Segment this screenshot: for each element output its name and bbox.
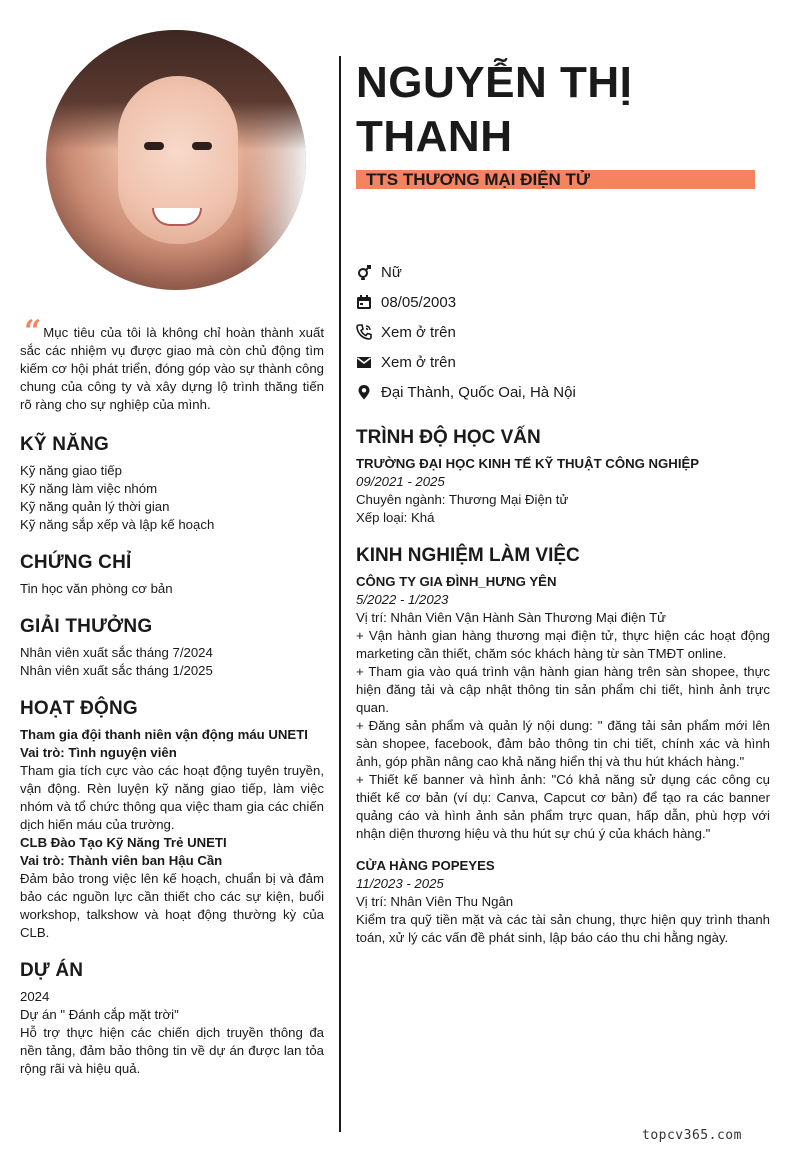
company-name: CỬA HÀNG POPEYES xyxy=(356,858,495,873)
job-entry xyxy=(356,573,770,843)
activities-title: HOẠT ĐỘNG xyxy=(20,698,138,719)
email-value: Xem ở trên xyxy=(381,353,456,371)
column-divider xyxy=(339,56,341,1132)
list-item: Kỹ năng quản lý thời gian xyxy=(20,499,170,514)
phone-row xyxy=(356,317,770,347)
job-bullet: Kiểm tra quỹ tiền mặt và các tài sản chung, thực hiện quy trình thanh toán, xử lý các vấn đề phát sinh, lập báo cáo thu chi hằng ngày. xyxy=(356,912,770,945)
left-column xyxy=(20,30,324,1078)
certificates-title: CHỨNG CHỈ xyxy=(20,552,132,573)
job-position: Vị trí: Nhân Viên Vận Hành Sàn Thương Mại điện Tử xyxy=(356,610,667,625)
dob-value: 08/05/2003 xyxy=(381,293,457,311)
right-column xyxy=(356,56,770,947)
list-item: Kỹ năng làm việc nhóm xyxy=(20,481,158,496)
education-title: TRÌNH ĐỘ HỌC VẤN xyxy=(356,427,541,448)
list-item: Kỹ năng giao tiếp xyxy=(20,463,122,478)
address-value: Đại Thành, Quốc Oai, Hà Nội xyxy=(381,383,576,401)
job-bullet: + Tham gia vào quá trình vận hành gian hàng trên sàn shopee, thực hiện đăng tải và cập nhật thông tin sản phẩm chi tiết, hình ảnh trực quan. xyxy=(356,664,770,715)
list-item: Nhân viên xuất sắc tháng 7/2024 xyxy=(20,645,213,660)
education-grade: Xếp loại: Khá xyxy=(356,510,435,525)
job-bullet: + Thiết kế banner và hình ảnh: "Có khả năng sử dụng các công cụ thiết kế cơ bản (ví dụ: Canva, Capcut cơ bản) để tạo ra các banner quảng cáo và hình ảnh sản phẩm trực quan, hấp dẫn, phù hợp với nhận diện thương hiệu và thu hút sự chú ý của khách hàng." xyxy=(356,772,770,841)
envelope-icon xyxy=(356,354,372,370)
list-item: Nhân viên xuất sắc tháng 1/2025 xyxy=(20,663,213,678)
activity-entry xyxy=(20,834,324,942)
projects-title: DỰ ÁN xyxy=(20,960,84,981)
career-objective xyxy=(20,314,324,414)
skills-title: KỸ NĂNG xyxy=(20,434,110,455)
job-bullet: + Đăng sản phẩm và quản lý nội dung: " đăng tải sản phẩm mới lên sàn shopee, facebook, đảm bảo thông tin chi tiết, chính xác và hình ảnh, góp phần nâng cao khả năng hiển thị và thu hút khách hàng." xyxy=(356,718,770,769)
objective-text: Mục tiêu của tôi là không chỉ hoàn thành xuất sắc các nhiệm vụ được giao mà còn chủ động tìm kiếm cơ hội phát triển, đóng góp vào sự thành công chung của công ty và xây dựng lộ trình thăng tiến rõ ràng cho sự nghiệp của mình. xyxy=(20,325,324,412)
calendar-icon xyxy=(356,294,372,310)
company-name: CÔNG TY GIA ĐÌNH_HƯNG YÊN xyxy=(356,574,557,589)
gender-icon xyxy=(356,264,372,280)
gender-value: Nữ xyxy=(381,263,402,281)
job-title-bar: TTS THƯƠNG MẠI ĐIỆN TỬ xyxy=(356,170,755,189)
activity-role: Vai trò: Tình nguyện viên xyxy=(20,745,177,760)
activity-entry xyxy=(20,726,324,834)
gender-row xyxy=(356,257,770,287)
activity-org: CLB Đào Tạo Kỹ Năng Trẻ UNETI xyxy=(20,835,227,850)
footer-site: topcv365.com xyxy=(642,1128,742,1143)
map-pin-icon xyxy=(356,384,372,400)
job-period: 5/2022 - 1/2023 xyxy=(356,592,449,607)
quote-icon: “ xyxy=(24,314,42,349)
school-name: TRƯỜNG ĐẠI HỌC KINH TẾ KỸ THUẬT CÔNG NGHIỆP xyxy=(356,456,700,471)
avatar xyxy=(46,30,306,290)
email-row xyxy=(356,347,770,377)
candidate-name: NGUYỄN THỊ THANH xyxy=(356,58,633,161)
activity-desc: Đảm bảo trong việc lên kế hoạch, chuẩn bị và đảm bảo các nguồn lực cần thiết cho các sự kiện, buổi workshop, talkshow và hoạt động thường kỳ của CLB. xyxy=(20,871,324,940)
activity-desc: Tham gia tích cực vào các hoạt động tuyên truyền, vận động. Rèn luyện kỹ năng giao tiếp, làm việc nhóm và tổ chức thông qua việc tham gia các chiến dịch hiến máu của trường. xyxy=(20,763,324,832)
job-entry xyxy=(356,857,770,947)
project-desc: Hỗ trợ thực hiện các chiến dịch truyền thông đa nền tảng, đảm bảo thông tin về dự án được lan tỏa rộng rãi và hiệu quả. xyxy=(20,1025,324,1076)
project-name: Dự án " Đánh cắp mặt trời" xyxy=(20,1007,179,1022)
education-major: Chuyên ngành: Thương Mại Điện tử xyxy=(356,492,569,507)
dob-row xyxy=(356,287,770,317)
contact-info xyxy=(356,257,770,407)
activity-role: Vai trò: Thành viên ban Hậu Cần xyxy=(20,853,223,868)
job-position: Vị trí: Nhân Viên Thu Ngân xyxy=(356,894,514,909)
phone-value: Xem ở trên xyxy=(381,323,456,341)
education-period: 09/2021 - 2025 xyxy=(356,474,445,489)
job-bullet: + Vận hành gian hàng thương mại điện tử, thực hiện các hoạt động marketing cần thiết, chăm sóc khách hàng từ sàn TMĐT online. xyxy=(356,628,770,661)
activity-org: Tham gia đội thanh niên vận động máu UNETI xyxy=(20,727,308,742)
skills-list xyxy=(20,462,324,534)
experience-title: KINH NGHIỆM LÀM VIỆC xyxy=(356,545,580,566)
project-year: 2024 xyxy=(20,989,50,1004)
list-item: Kỹ năng sắp xếp và lập kế hoạch xyxy=(20,517,215,532)
phone-icon xyxy=(356,324,372,340)
address-row xyxy=(356,377,770,407)
list-item: Tin học văn phòng cơ bản xyxy=(20,581,173,596)
job-period: 11/2023 - 2025 xyxy=(356,876,444,891)
awards-title: GIẢI THƯỞNG xyxy=(20,616,153,637)
